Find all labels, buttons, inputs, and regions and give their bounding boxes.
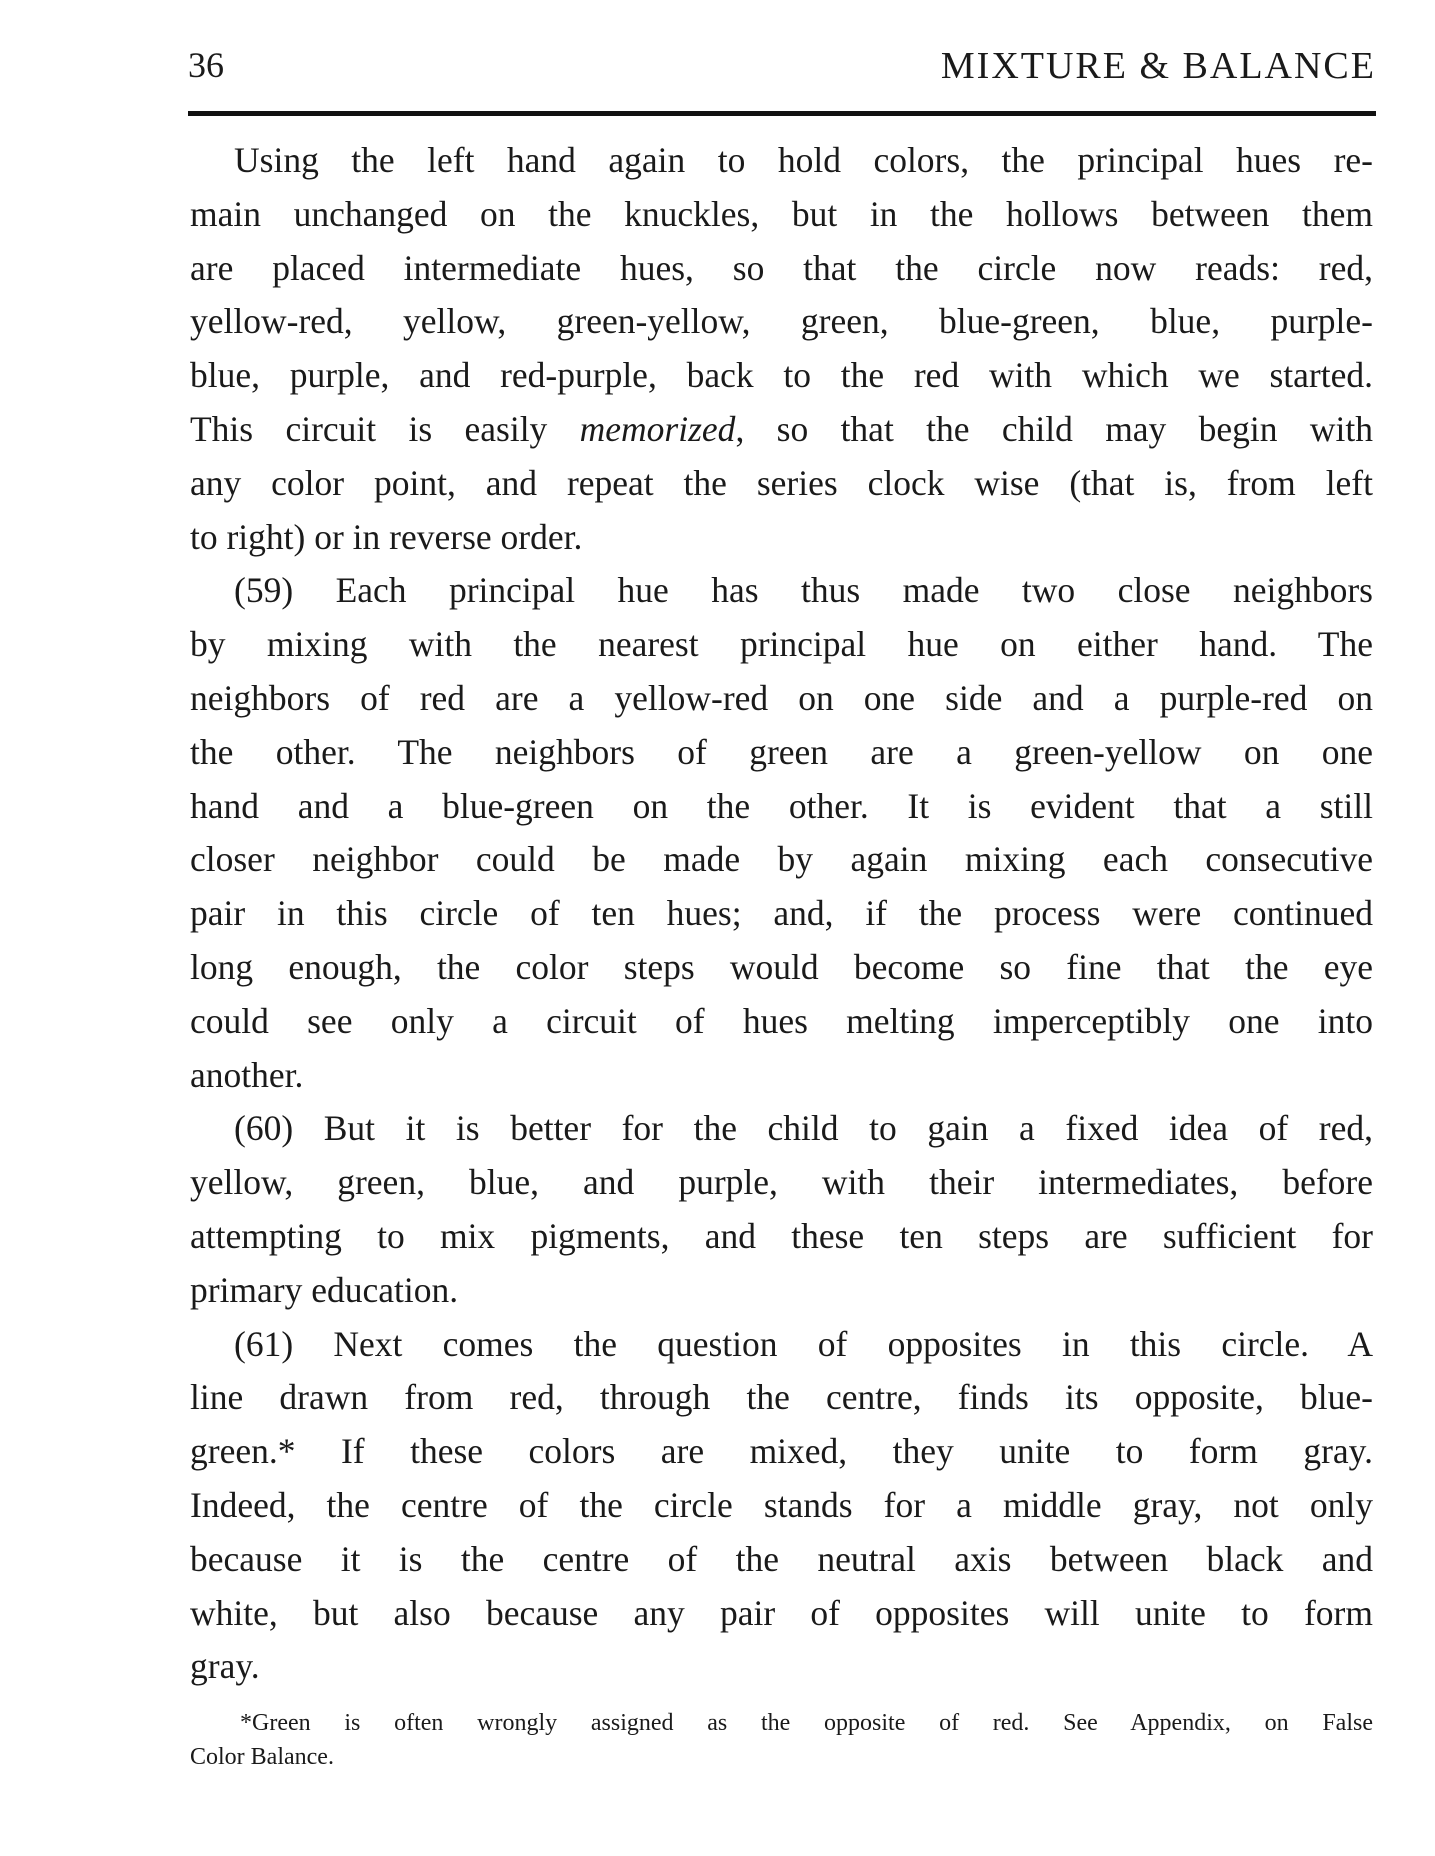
text-line: blue, purple, and red-purple, back to the red with which we started. [190,355,1373,396]
text-line: the other. The neighbors of green are a green-yellow on one [190,731,1373,772]
footnote [190,1706,1373,1774]
text-line: gray. [190,1646,260,1687]
text-line: another. [190,1054,304,1095]
paragraph [190,564,1373,1102]
text-line: (61) Next comes the question of opposites in this circle. A [234,1323,1373,1364]
text-line: hand and a blue-green on the other. It is evident that a still [190,785,1373,826]
text-line: by mixing with the nearest principal hue on either hand. The [190,624,1373,665]
text-line: to right) or in reverse order. [190,516,583,557]
text-line: any color point, and repeat the series clock wise (that is, from left [190,462,1373,503]
page-header [188,44,1376,94]
header-rule [188,111,1376,116]
body-text [190,134,1373,1694]
text-line: long enough, the color steps would become so fine that the eye [190,946,1373,987]
text-line: closer neighbor could be made by again mixing each consecutive [190,839,1373,880]
text-line: main unchanged on the knuckles, but in the hollows between them [190,193,1373,234]
page-number: 36 [188,45,224,85]
running-title: MIXTURE & BALANCE [940,45,1376,87]
text-line: Using the left hand again to hold colors, the principal hues re- [234,140,1373,180]
text-line: because it is the centre of the neutral axis between black and [190,1538,1373,1579]
footnote-line: Color Balance. [190,1744,334,1770]
text-line: (60) But it is better for the child to gain a fixed idea of red, [234,1108,1373,1149]
text-line: This circuit is easily memorized, so that the child may begin with [190,408,1373,449]
text-line: yellow-red, yellow, green-yellow, green, blue-green, blue, purple- [190,301,1373,342]
text-line: are placed intermediate hues, so that the circle now reads: red, [190,247,1373,288]
text-line: neighbors of red are a yellow-red on one side and a purple-red on [190,677,1373,718]
text-line: pair in this circle of ten hues; and, if the process were continued [190,893,1373,934]
text-line: green.* If these colors are mixed, they unite to form gray. [190,1431,1373,1472]
paragraph [190,1318,1373,1695]
paragraph [190,1102,1373,1317]
text-line: line drawn from red, through the centre, finds its opposite, blue- [190,1377,1373,1418]
text-line: could see only a circuit of hues melting imperceptibly one into [190,1000,1373,1041]
text-line: white, but also because any pair of opposites will unite to form [190,1592,1373,1633]
text-line: (59) Each principal hue has thus made two close neighbors [234,570,1373,611]
text-line: attempting to mix pigments, and these ten steps are sufficient for [190,1215,1373,1256]
text-line: Indeed, the centre of the circle stands for a middle gray, not only [190,1484,1373,1525]
text-line: primary education. [190,1269,459,1310]
footnote-line: *Green is often wrongly assigned as the opposite of red. See Appendix, on False [240,1710,1373,1736]
text-line: yellow, green, blue, and purple, with their intermediates, before [190,1162,1373,1203]
paragraph [190,134,1373,564]
